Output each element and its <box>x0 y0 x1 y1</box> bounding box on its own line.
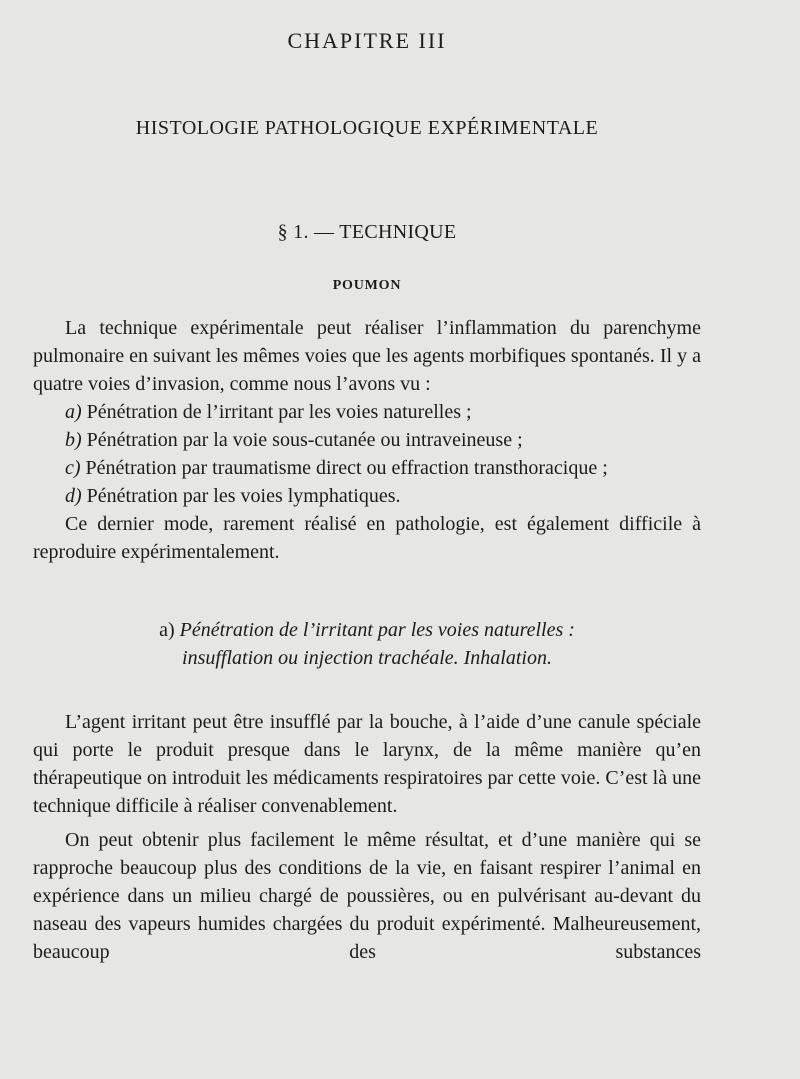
subsection-title-part2: insufflation ou injection trachéale. Inhalation. <box>182 647 552 669</box>
list-item-text: Pénétration de l’irritant par les voies naturelles ; <box>81 401 472 423</box>
list-item-text: Pénétration par les voies lymphatiques. <box>81 485 401 507</box>
list-item-a <box>33 398 701 426</box>
list-item-text: Pénétration par la voie sous-cutanée ou intraveineuse ; <box>81 429 523 451</box>
subsection-heading-line2 <box>33 644 701 672</box>
paragraph-inhalation: On peut obtenir plus facilement le même résultat, et d’une manière qui se rapproche beaucoup plus des conditions de la vie, en faisant respirer l’animal en expérience dans un milieu chargé de poussières, ou en pulvérisant au-devant du naseau des vapeurs humides chargées du produit expérimenté. Malheureusement, beaucoup des substances <box>33 829 701 963</box>
list-item-b <box>33 426 701 454</box>
list-marker: b) <box>65 429 82 451</box>
list-marker: c) <box>65 457 81 479</box>
list-item-text: Pénétration par traumatisme direct ou effraction transthoracique ; <box>80 457 608 479</box>
paragraph-intro: La technique expérimentale peut réaliser l’inflammation du parenchyme pulmonaire en suivant les mêmes voies que les agents morbifiques spontanés. Il y a quatre voies d’invasion, comme nous l’avons vu : <box>33 317 701 395</box>
subsection-heading <box>33 616 701 672</box>
subsection-title-part1: Pénétration de l’irritant par les voies naturelles : <box>179 619 575 641</box>
list-marker: a) <box>65 401 82 423</box>
chapter-heading: CHAPITRE III <box>287 28 447 53</box>
subsection-marker: a) <box>159 619 175 641</box>
list-item-c <box>33 454 701 482</box>
list-marker: d) <box>65 485 82 507</box>
list-item-d <box>33 482 701 510</box>
paragraph-insufflation: L’agent irritant peut être insufflé par la bouche, à l’aide d’une canule spéciale qui porte le produit presque dans le larynx, de la même manière qu’en thérapeutique on introduit les médicaments respiratoires par cette voie. C’est là une technique difficile à réaliser convenablement. <box>33 711 701 817</box>
subsection-heading-line1 <box>33 616 701 644</box>
paragraph-mode: Ce dernier mode, rarement réalisé en pathologie, est également difficile à reproduire expérimentalement. <box>33 513 701 563</box>
page-content <box>33 26 701 966</box>
subheading: POUMON <box>332 278 402 293</box>
part-title: HISTOLOGIE PATHOLOGIQUE EXPÉRIMENTALE <box>135 117 599 139</box>
section-title: § 1. — TECHNIQUE <box>277 221 457 243</box>
